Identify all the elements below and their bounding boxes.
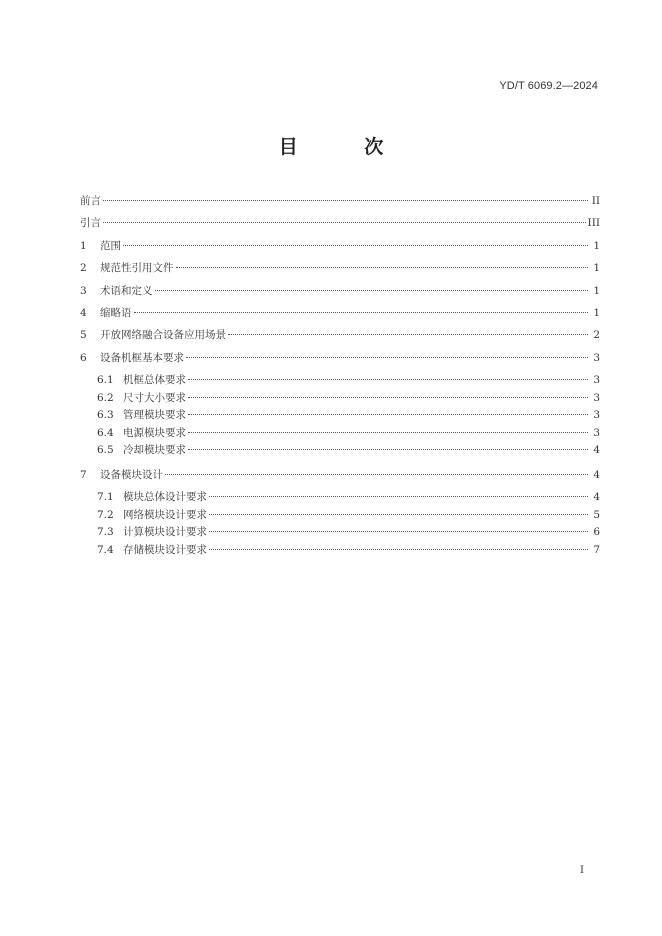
toc-entry-label: 术语和定义	[100, 284, 153, 297]
toc-entry-7-3[interactable]	[80, 524, 600, 542]
toc-entry-label: 管理模块要求	[123, 409, 186, 422]
toc-entry-2[interactable]	[80, 257, 600, 279]
dot-leader	[134, 312, 589, 313]
toc-entry-6-3[interactable]	[80, 407, 600, 425]
toc-entry-7-1[interactable]	[80, 489, 600, 507]
toc-entry-number: 4	[80, 306, 87, 319]
toc-entry-label: 开放网络融合设备应用场景	[100, 329, 226, 342]
toc-entry-foreword[interactable]	[80, 190, 600, 212]
toc-entry-number: 2	[80, 262, 87, 275]
toc-entry-page: II	[591, 195, 600, 207]
dot-leader	[188, 379, 588, 380]
dot-leader	[165, 474, 588, 475]
dot-leader	[228, 334, 588, 335]
toc-entry-label: 模块总体设计要求	[123, 491, 207, 504]
toc-entry-label: 存储模块设计要求	[123, 543, 207, 556]
toc-entry-page: 7	[593, 543, 600, 556]
dot-leader	[209, 496, 588, 497]
dot-leader	[209, 531, 588, 532]
toc-entry-page: 4	[593, 491, 600, 504]
toc-entry-page: 1	[593, 284, 600, 297]
toc-entry-page: 1	[593, 306, 600, 319]
toc-entry-page: 3	[593, 391, 600, 404]
dot-leader	[188, 397, 588, 398]
toc-entry-6-2[interactable]	[80, 390, 600, 408]
toc-entry-6[interactable]	[80, 347, 600, 369]
dot-leader	[188, 449, 588, 450]
dot-leader	[176, 267, 589, 268]
toc-entry-6-5[interactable]	[80, 442, 600, 460]
toc-entry-page: 6	[593, 526, 600, 539]
toc-entry-number: 6.1	[97, 374, 114, 387]
toc-entry-6-1[interactable]	[80, 372, 600, 390]
toc-entry-page: III	[587, 217, 600, 230]
toc-entry-label: 缩略语	[100, 306, 132, 319]
toc-entry-label: 网络模块设计要求	[123, 508, 207, 521]
toc-entry-page: 1	[593, 262, 600, 275]
toc-entry-3[interactable]	[80, 280, 600, 302]
toc-entry-number: 6.5	[97, 444, 114, 457]
dot-leader	[188, 432, 588, 433]
toc-entry-page: 2	[593, 329, 600, 342]
dot-leader	[209, 514, 588, 515]
toc-entry-page: 3	[593, 426, 600, 439]
toc-entry-number: 6.2	[97, 391, 114, 404]
toc-entry-1[interactable]	[80, 235, 600, 257]
toc-entry-number: 7.4	[97, 543, 114, 556]
toc-entry-label: 电源模块要求	[123, 426, 186, 439]
dot-leader	[103, 222, 586, 223]
toc-entry-label: 设备机框基本要求	[100, 351, 184, 364]
toc-entry-number: 7.3	[97, 526, 114, 539]
toc-entry-label: 规范性引用文件	[100, 262, 174, 275]
page-number: I	[580, 865, 584, 876]
dot-leader	[186, 357, 588, 358]
document-code: YD/T 6069.2—2024	[499, 80, 598, 92]
toc-entry-label: 冷却模块要求	[123, 444, 186, 457]
toc-entry-label: 前言	[80, 195, 101, 207]
toc-entry-page: 3	[593, 409, 600, 422]
dot-leader	[188, 414, 588, 415]
toc-entry-label: 设备模块设计	[100, 468, 163, 481]
toc-entry-number: 5	[80, 329, 87, 342]
toc-entry-number: 6.3	[97, 409, 114, 422]
dot-leader	[103, 200, 588, 201]
toc-entry-4[interactable]	[80, 302, 600, 324]
toc-entry-5[interactable]	[80, 324, 600, 346]
toc-entry-number: 7.1	[97, 491, 114, 504]
toc-entry-page: 3	[593, 351, 600, 364]
toc-entry-number: 7	[80, 468, 87, 481]
toc-entry-page: 5	[593, 508, 600, 521]
toc-entry-label: 机框总体要求	[123, 374, 186, 387]
toc-entry-7[interactable]	[80, 464, 600, 486]
toc-entry-page: 1	[593, 239, 600, 252]
toc-entry-number: 3	[80, 284, 87, 297]
toc-entry-7-4[interactable]	[80, 542, 600, 560]
toc-entry-label: 引言	[80, 217, 101, 230]
toc-entry-introduction[interactable]	[80, 212, 600, 234]
toc-entry-label: 计算模块设计要求	[123, 526, 207, 539]
toc-entry-number: 1	[80, 239, 87, 252]
dot-leader	[123, 245, 588, 246]
toc-entry-number: 7.2	[97, 508, 114, 521]
toc-entry-label: 范围	[100, 239, 121, 252]
dot-leader	[209, 549, 588, 550]
toc-entry-label: 尺寸大小要求	[123, 391, 186, 404]
table-of-contents	[80, 190, 600, 559]
toc-entry-number: 6	[80, 351, 87, 364]
toc-entry-page: 4	[593, 468, 600, 481]
toc-entry-number: 6.4	[97, 426, 114, 439]
toc-entry-7-2[interactable]	[80, 507, 600, 525]
toc-title: 目 次	[278, 136, 414, 158]
dot-leader	[155, 290, 589, 291]
toc-entry-page: 4	[593, 444, 600, 457]
toc-entry-6-4[interactable]	[80, 425, 600, 443]
toc-entry-page: 3	[593, 374, 600, 387]
